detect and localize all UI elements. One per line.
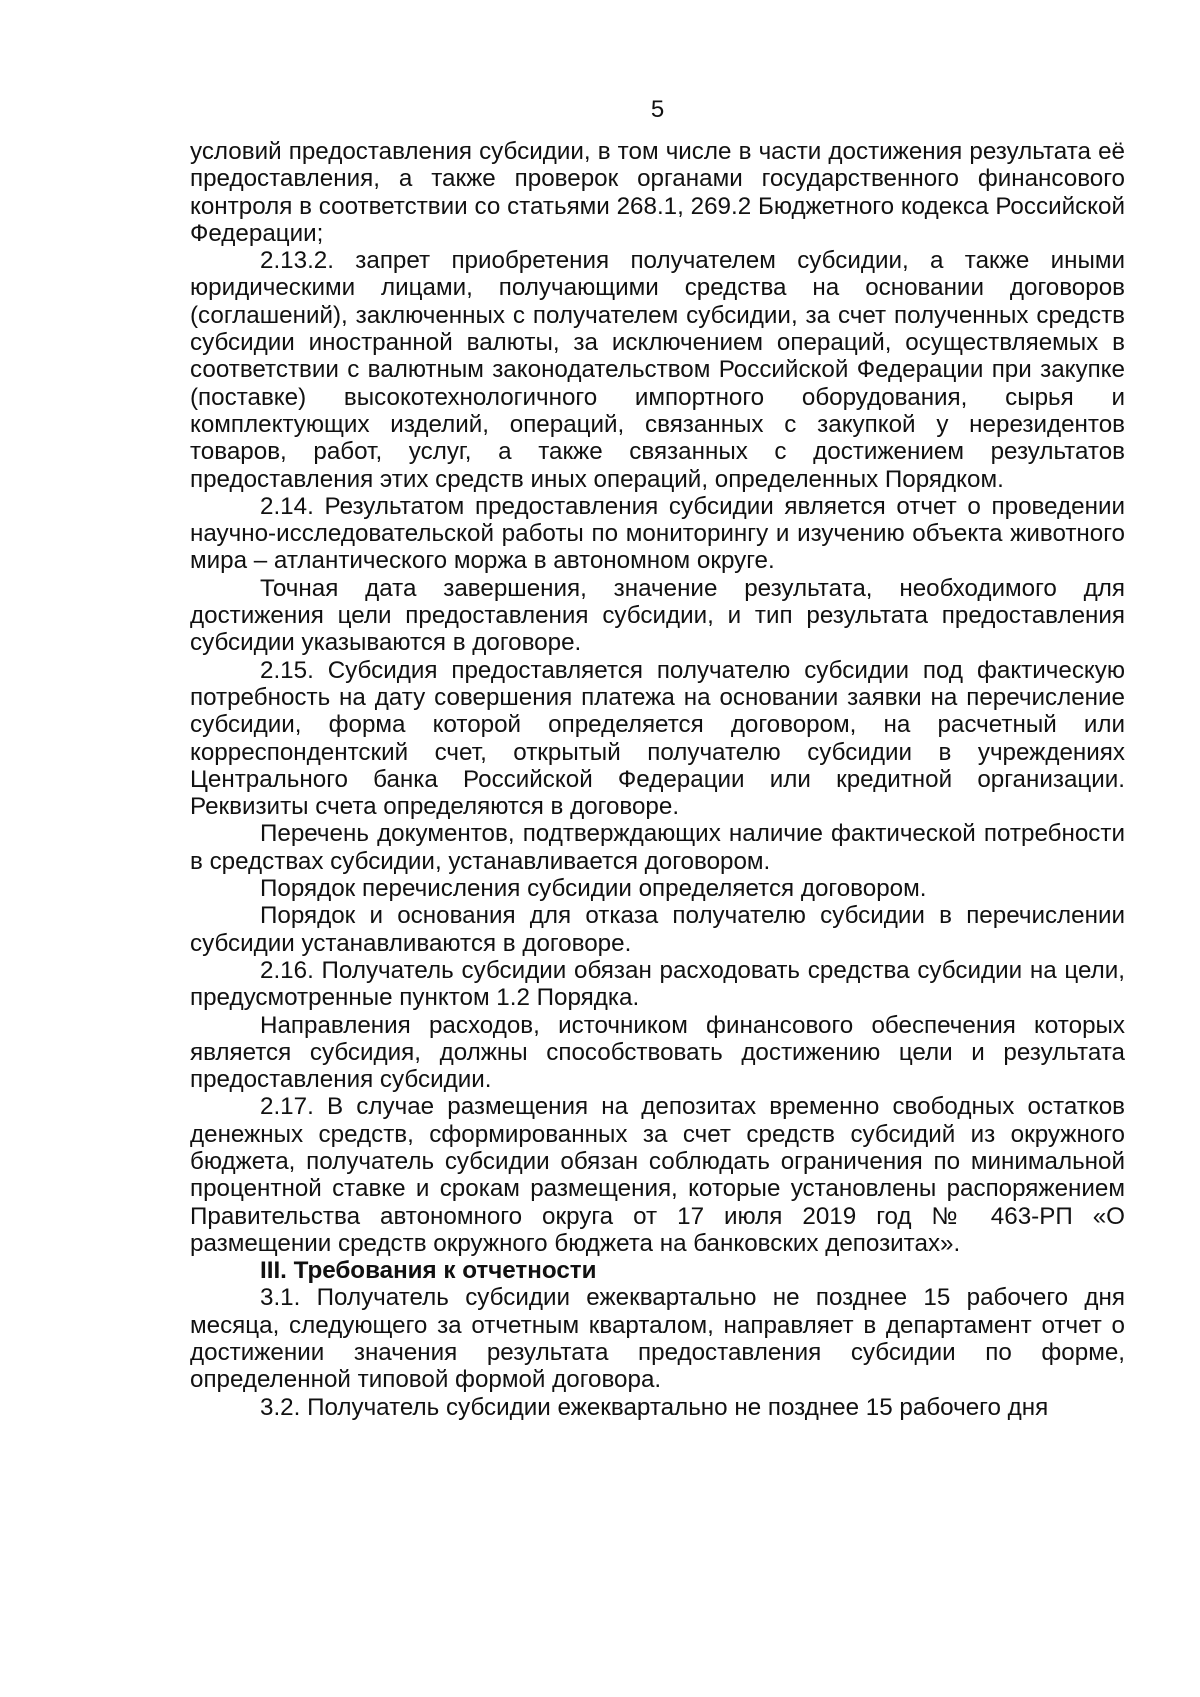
paragraph-2-16: 2.16. Получатель субсидии обязан расходовать средства субсидии на цели, предусмотренные пунктом 1.2 Порядка. xyxy=(190,956,1125,1012)
paragraph-2-17: 2.17. В случае размещения на депозитах временно свободных остатков денежных средств, сформированных за счет средств субсидий из окружного бюджета, получатель субсидии обязан соблюдать ограничения по минимальной процентной ставке и срокам размещения, которые установлены распоряжением Правительства автономного округа от 17 июля 2019 год № 463-РП «О размещении средств окружного бюджета на банковских депозитах». xyxy=(190,1093,1125,1257)
paragraph-continuation: условий предоставления субсидии, в том числе в части достижения результата её предоставления, а также проверок органами государственного финансового контроля в соответствии со статьями 268.1, 269.2 Бюджетного кодекса Российской Федерации; xyxy=(190,138,1125,247)
paragraph-transfer-order: Порядок перечисления субсидии определяется договором. xyxy=(260,875,927,903)
paragraph-2-15: 2.15. Субсидия предоставляется получателю субсидии под фактическую потребность на дату совершения платежа на основании заявки на перечисление субсидии, форма которой определяется договором, на расчетный или корреспондентский счет, открытый получателю субсидии в учреждениях Центрального банка Российской Федерации или кредитной организации. Реквизиты счета определяются в договоре. xyxy=(190,656,1125,821)
paragraph-2-14: 2.14. Результатом предоставления субсидии является отчет о проведении научно-исследовательской работы по мониторингу и изучению объекта животного мира – атлантического моржа в автономном округе. xyxy=(190,492,1125,575)
paragraph-3-1: 3.1. Получатель субсидии ежеквартально не позднее 15 рабочего дня месяца, следующего за отчетным кварталом, направляет в департамент отчет о достижении значения результата предоставления субсидии по форме, определенной типовой формой договора. xyxy=(190,1284,1125,1394)
paragraph-refusal-grounds: Порядок и основания для отказа получателю субсидии в перечислении субсидии устанавливаются в договоре. xyxy=(190,902,1125,957)
paragraph-3-2: 3.2. Получатель субсидии ежеквартально не позднее 15 рабочего дня xyxy=(260,1393,1049,1421)
paragraph-result-date: Точная дата завершения, значение результата, необходимого для достижения цели предоставления субсидии, и тип результата предоставления субсидии указываются в договоре. xyxy=(190,574,1125,657)
document-body xyxy=(190,138,1125,1421)
page-number: 5 xyxy=(650,96,665,123)
paragraph-documents-list: Перечень документов, подтверждающих наличие фактической потребности в средствах субсидии, устанавливается договором. xyxy=(190,820,1125,875)
section-heading: III. Требования к отчетности xyxy=(260,1257,597,1285)
paragraph-2-13-2: 2.13.2. запрет приобретения получателем субсидии, а также иными юридическими лицами, получающими средства на основании договоров (соглашений), заключенных с получателем субсидии, за счет полученных средств субсидии иностранной валюты, за исключением операций, осуществляемых в соответствии с валютным законодательством Российской Федерации при закупке (поставке) высокотехнологичного импортного оборудования, сырья и комплектующих изделий, операций, связанных с закупкой у нерезидентов товаров, работ, услуг, а также связанных с достижением результатов предоставления этих средств иных операций, определенных Порядком. xyxy=(190,247,1125,493)
paragraph-expense-directions: Направления расходов, источником финансового обеспечения которых является субсидия, должны способствовать достижению цели и результата предоставления субсидии. xyxy=(190,1011,1125,1094)
